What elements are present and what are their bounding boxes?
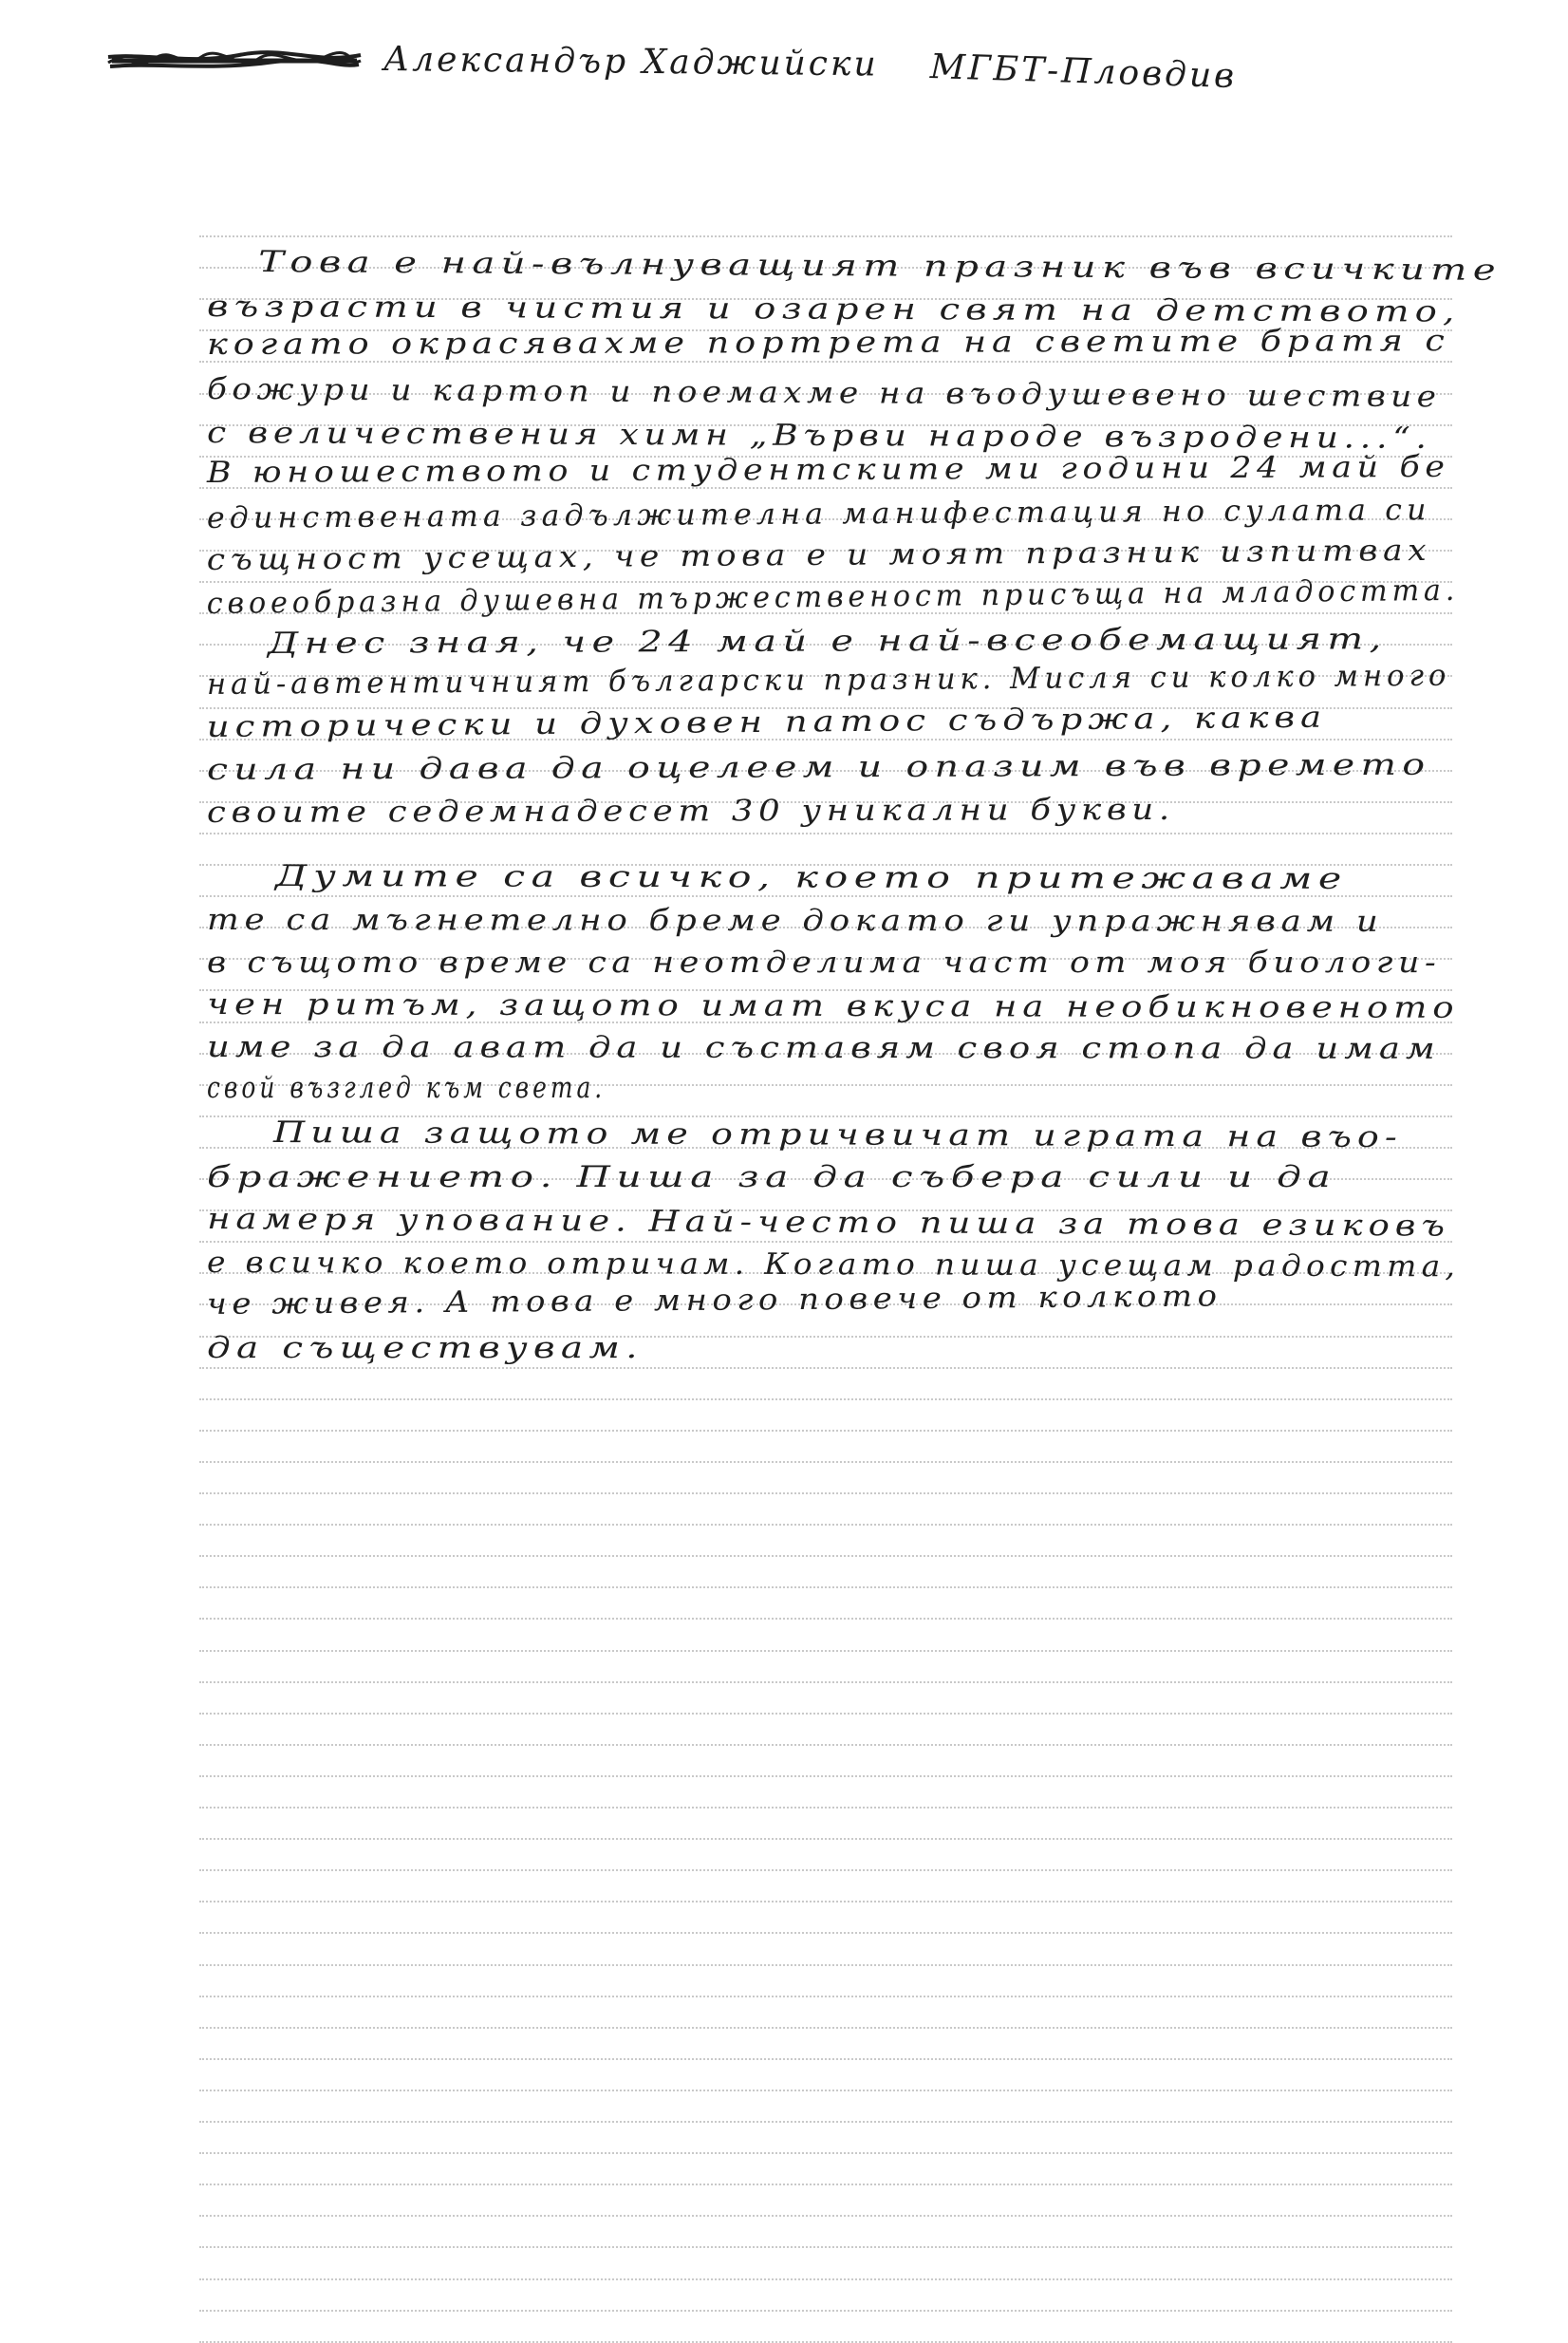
handwritten-line: Пиша защото ме отричвичат играта на въо- xyxy=(273,1115,1404,1155)
ruled-line xyxy=(199,361,1452,363)
ruled-line xyxy=(199,1932,1452,1934)
ruled-line xyxy=(199,1430,1452,1432)
ruled-line xyxy=(199,2058,1452,2060)
ruled-line xyxy=(199,235,1452,237)
ruled-line xyxy=(199,1492,1452,1494)
ruled-line xyxy=(199,2152,1452,2154)
handwritten-line: възрасти в чистия и озарен свят на детството, xyxy=(207,290,1461,329)
handwritten-line: с величествения химн „Върви народе възродени...“. xyxy=(207,416,1432,456)
school-name: МГБТ-Пловдив xyxy=(929,47,1238,97)
handwritten-line: бражението. Пиша за да събера сили и да xyxy=(207,1160,1337,1194)
ruled-line xyxy=(199,1461,1452,1463)
ruled-line xyxy=(199,2310,1452,2312)
handwritten-line: да съществувам. xyxy=(207,1331,644,1365)
handwritten-line: име за да ават да и съставям своя стопа да имам xyxy=(207,1030,1441,1066)
author-name: Александър Хаджийски xyxy=(383,40,879,84)
ruled-line xyxy=(199,1586,1452,1588)
handwritten-line: В юношеството и студентските ми години 24 май бе xyxy=(206,449,1450,490)
ruled-line xyxy=(199,2215,1452,2217)
ruled-line xyxy=(199,2121,1452,2123)
ruled-line xyxy=(199,1367,1452,1369)
ruled-line xyxy=(199,1618,1452,1620)
ruled-line xyxy=(199,2090,1452,2091)
ruled-line xyxy=(199,1964,1452,1966)
handwritten-line: исторически и духовен патос съдържа, каква xyxy=(206,700,1328,744)
handwritten-line: е всичко което отричам. Когато пиша усещам радостта, xyxy=(207,1246,1461,1284)
ruled-line xyxy=(199,1807,1452,1809)
handwritten-line: същност усещах, че това е и моят празник изпитвах xyxy=(206,533,1432,577)
ruled-line xyxy=(199,1838,1452,1840)
handwritten-line: своеобразна душевна тържественост присъща на младостта. xyxy=(206,572,1460,621)
ruled-line xyxy=(199,2278,1452,2280)
ruled-line xyxy=(199,1901,1452,1903)
handwritten-line: когато окрасявахме портрета на светите братя с xyxy=(206,324,1450,362)
ruled-line xyxy=(199,2184,1452,2185)
ruled-line xyxy=(199,1555,1452,1557)
handwritten-line: те са мъгнетелно бреме докато ги упражнявам и xyxy=(207,903,1384,939)
ruled-line xyxy=(199,833,1452,834)
handwritten-line: намеря упование. Най-често пиша за това езиковъ xyxy=(207,1202,1451,1244)
handwritten-line: сила ни дава да оцелеем и опазим във времето xyxy=(206,747,1431,787)
ruled-line xyxy=(199,1650,1452,1652)
handwritten-line: божури и картоп и поемахме на въодушевено шествие xyxy=(207,372,1442,415)
ruled-line xyxy=(199,1524,1452,1526)
handwritten-line: най-автентичният български празник. Мисля си колко много xyxy=(206,658,1451,702)
ruled-line xyxy=(199,1869,1452,1871)
handwritten-line: чен ритъм, защото имат вкуса на необикновеното xyxy=(207,987,1460,1025)
handwritten-line: Днес зная, че 24 май е най-всеобемащият, xyxy=(267,622,1388,661)
ruled-line xyxy=(199,2246,1452,2248)
handwritten-line: Думите са всичко, което притежаваме xyxy=(275,859,1348,896)
ruled-line xyxy=(199,2027,1452,2029)
ruled-line xyxy=(199,1744,1452,1746)
ruled-line xyxy=(199,1775,1452,1777)
handwritten-line: единствената задължителна манифестация но сулата си xyxy=(206,493,1431,535)
ruled-line xyxy=(199,1681,1452,1683)
handwritten-line: че живея. А това е много повече от колкото xyxy=(206,1279,1223,1321)
ruled-line xyxy=(199,2341,1452,2343)
ruled-line xyxy=(199,1713,1452,1715)
handwritten-line: Това е най-вълнуващият празник във всичките xyxy=(258,245,1503,288)
ruled-line xyxy=(199,1996,1452,1997)
handwritten-line: в същото време са неотделима част от моя биологи- xyxy=(207,946,1442,980)
handwritten-line: свой възглед към света. xyxy=(207,1071,607,1105)
handwritten-line: своите седемнадесет 30 уникални букви. xyxy=(206,792,1175,830)
ruled-line xyxy=(199,1398,1452,1400)
